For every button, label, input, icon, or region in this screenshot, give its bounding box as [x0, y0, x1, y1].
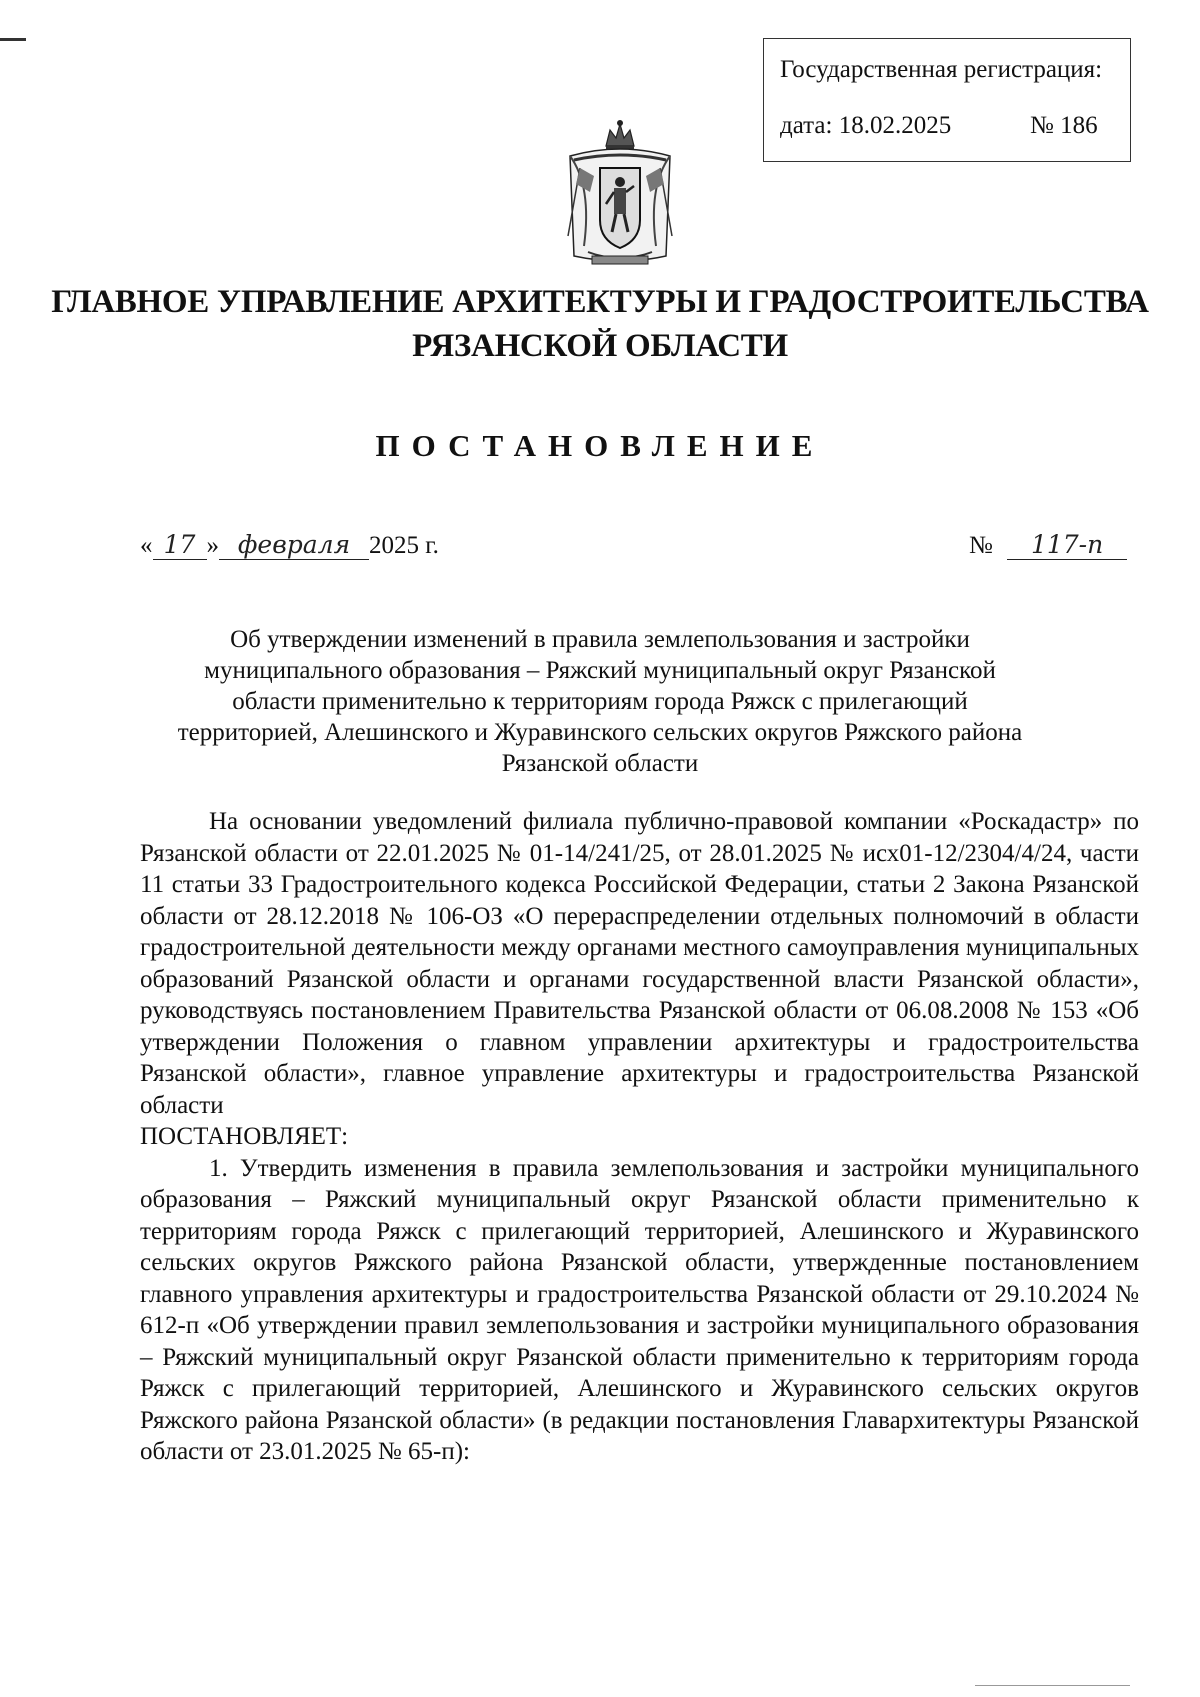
number-value: 117-п	[1007, 530, 1127, 560]
subject-line: области применительно к территориям города Ряжск с прилегающий	[232, 688, 968, 715]
body-item-1: 1. Утвердить изменения в правила землепользования и застройки муниципального образования – Ряжский муниципальный округ Рязанской области применительно к территориям города Ряжск с прилегающий территорией, Алешинского и Журавинского сельских округов Ряжского района Рязанской области, утвержденные постановлением главного управления архитектуры и градостроительства Рязанской области от 29.10.2024 № 612-п «Об утверждении правил землепользования и застройки муниципального образования – Ряжский муниципальный округ Рязанской области применительно к территориям города Ряжск с прилегающий территорией, Алешинского и Журавинского сельских округов Ряжского района Рязанской области» (в редакции постановления Главархитектуры Рязанской области от 23.01.2025 № 65-п):	[140, 1154, 1139, 1465]
number-prefix: №	[969, 532, 993, 559]
date-close-quote: »	[206, 532, 219, 559]
subject-line: Об утверждении изменений в правила землепользования и застройки	[230, 626, 970, 653]
date-open-quote: «	[140, 532, 153, 559]
decree-subject	[150, 624, 1050, 779]
registration-stamp	[763, 38, 1131, 162]
body-paragraph-basis: На основании уведомлений филиала публично-правовой компании «Роскадастр» по Рязанской области от 22.01.2025 № 01-14/241/25, от 28.01.2025 № исх01-12/2304/4/24, части 11 статьи 33 Градостроительного кодекса Российской Федерации, статьи 2 Закона Рязанской области от 28.12.2018 № 106-ОЗ «О перераспределении отдельных полномочий в области градостроительной деятельности между органами местного самоуправления муниципальных образований Рязанской области и органами государственной власти Рязанской области», руководствуясь постановлением Правительства Рязанской области от 06.08.2008 № 153 «Об утверждении Положения о главном управлении архитектуры и градостроительства Рязанской области», главное управление архитектуры и градостроительства Рязанской области	[140, 808, 1139, 1119]
registration-details	[780, 111, 1130, 141]
registration-number: № 186	[1030, 112, 1098, 139]
decree-number	[969, 530, 1127, 570]
date-day: 17	[153, 530, 207, 560]
organization-name	[0, 280, 1200, 368]
registration-label: Государственная регистрация:	[780, 56, 1103, 83]
decree-date	[140, 530, 439, 570]
subject-line: муниципального образования – Ряжский муниципальный округ Рязанской	[204, 657, 996, 684]
body-decree-word: ПОСТАНОВЛЯЕТ:	[140, 1123, 349, 1150]
organization-line-1: ГЛАВНОЕ УПРАВЛЕНИЕ АРХИТЕКТУРЫ И ГРАДОСТРОИТЕЛЬСТВА	[51, 284, 1149, 320]
subject-line: Рязанской области	[501, 750, 699, 777]
ryazan-coat-of-arms-icon	[562, 116, 678, 271]
document-type-title: ПОСТАНОВЛЕНИЕ	[375, 428, 825, 463]
date-month: февраля	[219, 530, 369, 560]
decree-body	[140, 806, 1139, 1468]
subject-line: территорией, Алешинского и Журавинского сельских округов Ряжского района	[177, 719, 1023, 746]
registration-date: дата: 18.02.2025	[780, 112, 952, 139]
bottom-rule	[975, 1685, 1130, 1686]
date-year: 2025 г.	[369, 532, 439, 559]
organization-line-2: РЯЗАНСКОЙ ОБЛАСТИ	[412, 328, 788, 364]
scan-edge-mark	[0, 38, 26, 41]
